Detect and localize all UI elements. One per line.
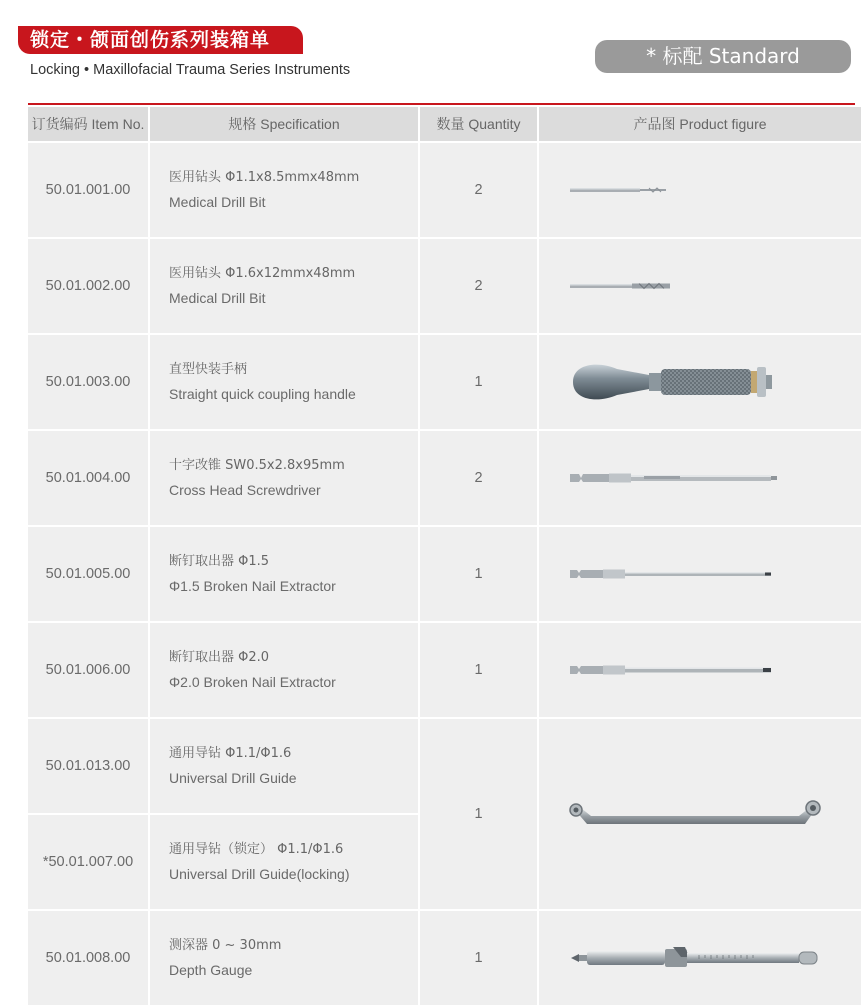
spec-cell [150,815,418,909]
item-no-cell: 50.01.008.00 [28,911,148,1005]
figure-cell [539,431,861,525]
spec-en: Medical Drill Bit [169,194,266,210]
qty-cell: 1 [420,335,537,429]
column-header-spec: 规格 Specification [150,107,418,141]
qty-cell: 1 [420,911,537,1005]
page-subtitle: Locking • Maxillofacial Trauma Series Instruments [30,62,351,78]
depth-gauge-icon [569,943,821,973]
extractor-icon [569,567,779,581]
figure-cell [539,335,861,429]
item-no-cell: 50.01.001.00 [28,143,148,237]
handle-icon [569,357,779,407]
qty-cell: 1 [420,527,537,621]
packing-list-table [28,107,855,987]
spec-cell [150,719,418,813]
spec-en: Φ2.0 Broken Nail Extractor [169,674,336,690]
page-title: 锁定・颌面创伤系列装箱单 [18,26,303,54]
spec-cell [150,623,418,717]
spec-cn: 通用导钻（锁定） Φ1.1/Φ1.6 [169,842,344,857]
item-no-cell: 50.01.004.00 [28,431,148,525]
drill-bit-icon [569,184,679,196]
header-divider [28,103,855,105]
spec-cn: 通用导钻 Φ1.1/Φ1.6 [169,746,292,761]
item-no-cell: 50.01.005.00 [28,527,148,621]
figure-cell [539,623,861,717]
spec-cn: 医用钻头 Φ1.1x8.5mmx48mm [169,170,360,185]
qty-cell: 1 [420,719,537,909]
extractor-icon [569,663,779,677]
spec-cell [150,335,418,429]
item-no-cell: 50.01.013.00 [28,719,148,813]
drill-bit-icon [569,280,679,292]
item-no-cell: 50.01.003.00 [28,335,148,429]
spec-en: Φ1.5 Broken Nail Extractor [169,578,336,594]
item-no-cell: *50.01.007.00 [28,815,148,909]
spec-en: Universal Drill Guide [169,770,297,786]
spec-cn: 断钉取出器 Φ1.5 [169,554,270,569]
column-header-qty: 数量 Quantity [420,107,537,141]
qty-cell: 2 [420,431,537,525]
spec-en: Straight quick coupling handle [169,386,356,402]
figure-cell [539,719,861,909]
spec-en: Depth Gauge [169,962,253,978]
spec-cn: 医用钻头 Φ1.6x12mmx48mm [169,266,356,281]
spec-cell [150,143,418,237]
column-header-figure: 产品图 Product figure [539,107,861,141]
figure-cell [539,911,861,1005]
spec-cn: 测深器 0 ~ 30mm [169,938,282,953]
qty-cell: 1 [420,623,537,717]
spec-cn: 十字改锥 SW0.5x2.8x95mm [169,458,345,473]
spec-cell [150,239,418,333]
qty-cell: 2 [420,239,537,333]
spec-en: Cross Head Screwdriver [169,482,321,498]
column-header-item-no: 订货编码 Item No. [28,107,148,141]
spec-cell [150,431,418,525]
screwdriver-icon [569,470,779,486]
item-no-cell: 50.01.006.00 [28,623,148,717]
item-no-cell: 50.01.002.00 [28,239,148,333]
spec-cell [150,911,418,1005]
spec-cn: 直型快装手柄 [169,362,248,377]
standard-badge: * 标配 Standard [595,40,851,73]
figure-cell [539,143,861,237]
spec-en: Universal Drill Guide(locking) [169,866,350,882]
figure-cell [539,239,861,333]
spec-cn: 断钉取出器 Φ2.0 [169,650,270,665]
figure-cell [539,527,861,621]
spec-en: Medical Drill Bit [169,290,266,306]
qty-cell: 2 [420,143,537,237]
spec-cell [150,527,418,621]
drill-guide-icon [567,794,829,834]
